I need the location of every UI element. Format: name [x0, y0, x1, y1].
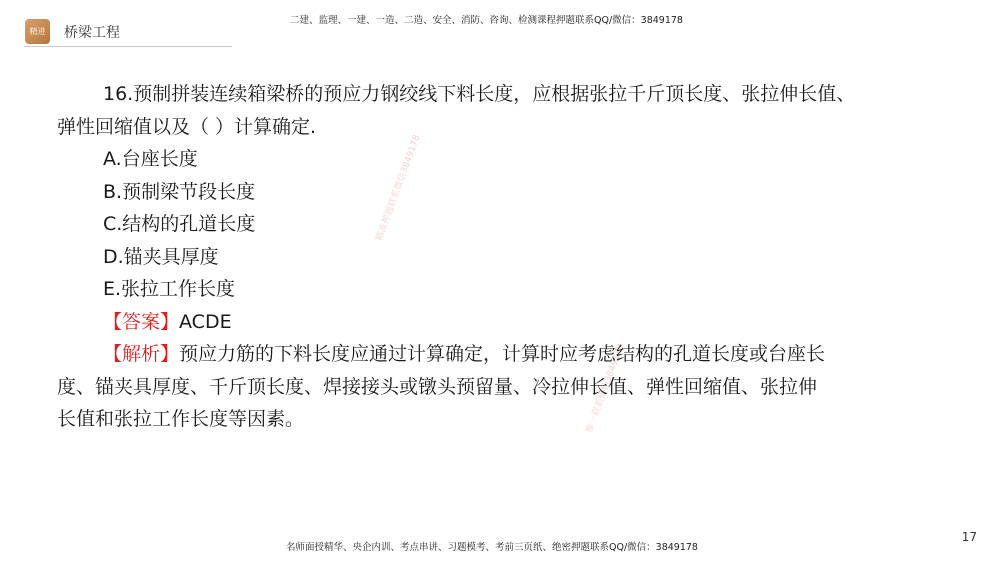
question-stem-line-1: 16.预制拼装连续箱梁桥的预应力钢绞线下料长度，应根据张拉千斤顶长度、张拉伸长值、 — [103, 83, 856, 105]
option-a: A.台座长度 — [103, 148, 198, 170]
watermark: 精准押题联系微信3849178 — [374, 133, 423, 243]
analysis-line-2: 度、锚夹具厚度、千斤顶长度、焊接接头或镦头预留量、冷拉伸长值、弹性回缩值、张拉伸 — [57, 375, 818, 398]
bottom-banner: 名师面授精华、央企内训、考点串讲、习题模考、考前三页纸、绝密押题联系QQ/微信：3849178 — [286, 542, 698, 553]
option-c: C.结构的孔道长度 — [103, 213, 256, 235]
page-number: 17 — [961, 530, 977, 544]
answer-line — [57, 306, 967, 339]
header-divider — [24, 46, 232, 47]
section-title: 桥梁工程 — [64, 25, 120, 41]
watermark: 推一联系微信3849178 — [584, 342, 627, 435]
analysis-line-1 — [57, 338, 967, 371]
question-stem-line-2: 弹性回缩值以及（ ）计算确定. — [57, 115, 317, 138]
analysis-text-1: 预应力筋的下料长度应通过计算确定，计算时应考虑结构的孔道长度或台座长 — [179, 343, 826, 365]
analysis-line-3: 长值和张拉工作长度等因素。 — [57, 408, 305, 430]
question-content — [57, 78, 967, 436]
analysis-label: 【解析】 — [103, 343, 180, 365]
answer-value: ACDE — [179, 310, 232, 333]
answer-label: 【答案】 — [103, 310, 180, 333]
logo-text: 精进 — [29, 27, 46, 36]
logo — [25, 19, 50, 44]
option-d: D.锚夹具厚度 — [103, 245, 219, 268]
option-b: B.预制梁节段长度 — [103, 180, 256, 203]
option-e: E.张拉工作长度 — [103, 278, 236, 300]
top-banner: 二建、监理、一建、一造、二造、安全、消防、咨询、检测课程押题联系QQ/微信：3849178 — [290, 15, 683, 26]
